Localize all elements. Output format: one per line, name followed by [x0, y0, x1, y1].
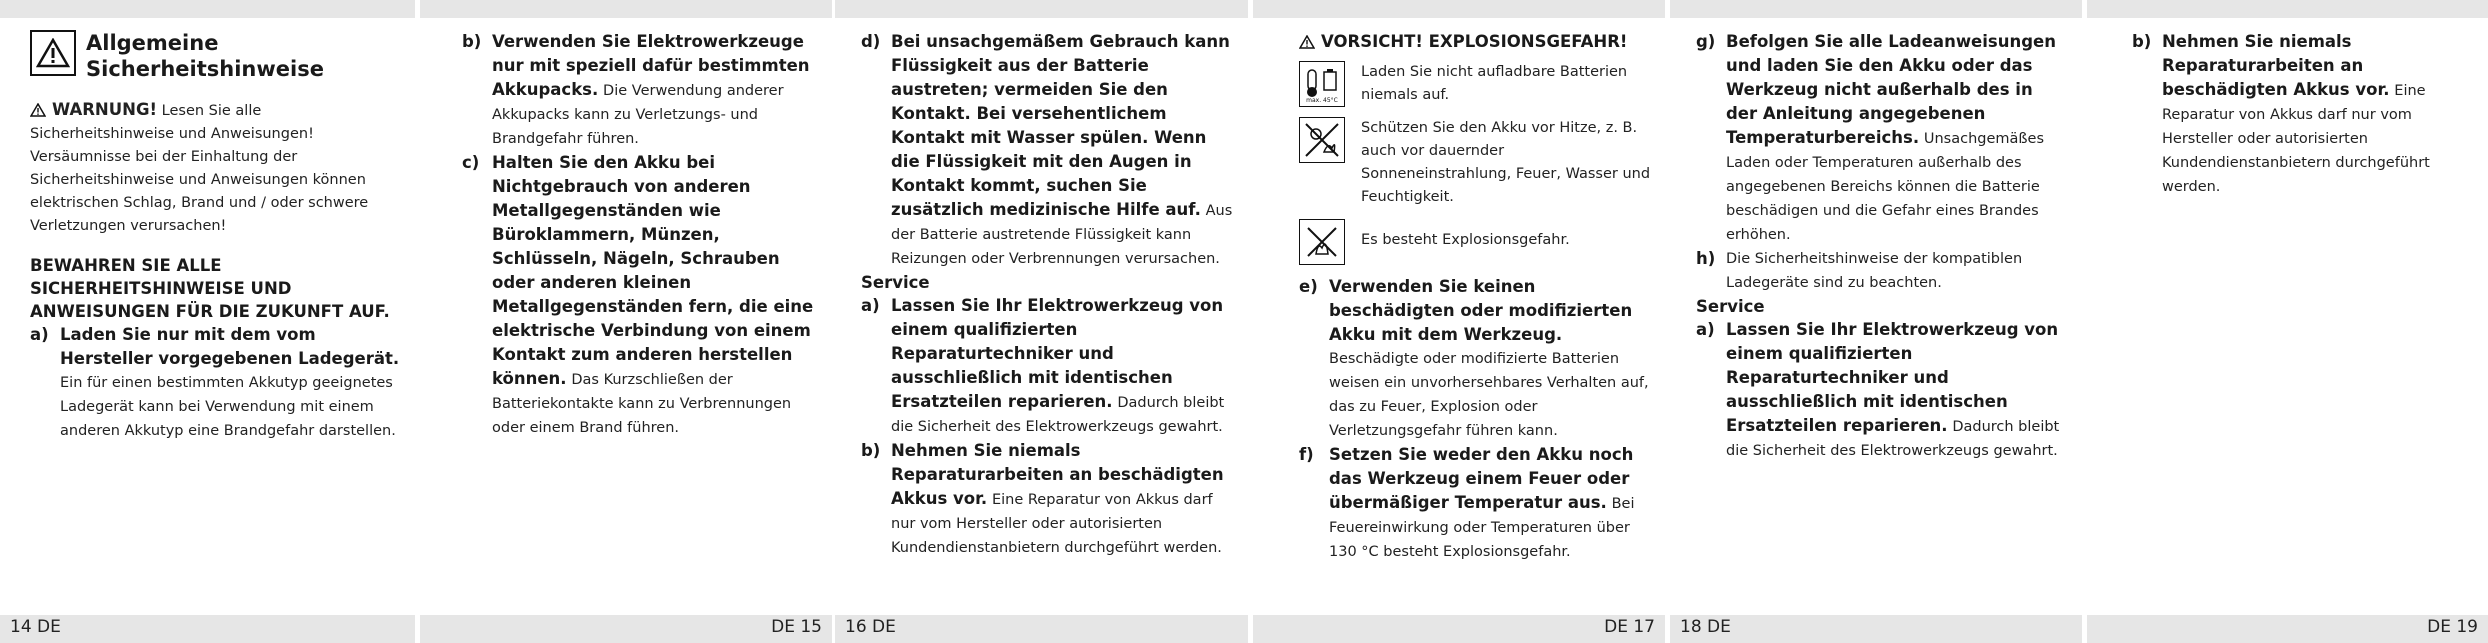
item-bold: Nehmen Sie niemals Reparaturarbeiten an beschädigten Akkus vor. — [891, 441, 1224, 508]
item-text: Die Verwendung anderer Akkupacks kann zu Verletzungs- und Brandgefahr führen. — [492, 83, 784, 147]
symbol-row-1 — [1299, 61, 1653, 107]
page-number: 18 DE — [1680, 617, 1731, 637]
item-label: f) — [1299, 445, 1314, 464]
symbol-text-3: Es besteht Explosionsgefahr. — [1361, 232, 1570, 248]
item-text: Dadurch bleibt die Sicherheit des Elektrowerkzeugs gewahrt. — [891, 395, 1225, 435]
page-number: DE 17 — [1604, 617, 1655, 637]
item-bold: Bei unsachgemäßem Gebrauch kann Flüssigkeit aus der Batterie austreten; vermeiden Sie den Kontakt. Bei versehentlichem Kontakt mit Wasser spülen. Wenn die Flüssigkeit mit den Augen in Kontakt kommt, suchen Sie zusätzlich medizinische Hilfe auf. — [891, 32, 1230, 219]
list-item-f — [1299, 443, 1653, 564]
page-17 — [1253, 0, 1665, 643]
title-line-2: Sicherheitshinweise — [86, 57, 324, 81]
page-top-bar — [835, 0, 1248, 18]
caution-heading — [1299, 30, 1653, 53]
item-label: b) — [861, 441, 881, 460]
page-bottom-bar — [835, 615, 1248, 643]
page-16 — [835, 0, 1248, 643]
page-19 — [2087, 0, 2488, 643]
item-text: Unsachgemäßes Laden oder Temperaturen außerhalb des angegebenen Bereichs können die Batterie beschädigen und die Gefahr eines Brandes erhöhen. — [1726, 131, 2045, 243]
service-item-a — [861, 294, 1236, 439]
item-label: h) — [1696, 249, 1716, 268]
no-fire-icon — [1299, 219, 1345, 265]
page-number: 16 DE — [845, 617, 896, 637]
caution-label: VORSICHT! EXPLOSIONSGEFAHR! — [1321, 32, 1628, 51]
item-label: c) — [462, 153, 480, 172]
item-text: Eine Reparatur von Akkus darf nur vom Hersteller oder autorisierten Kundendienstanbietern durchgeführt werden. — [891, 492, 1222, 556]
symbol-row-2 — [1299, 117, 1653, 209]
page-top-bar — [420, 0, 832, 18]
item-label: b) — [2132, 32, 2152, 51]
item-label: e) — [1299, 277, 1318, 296]
page-number: DE 15 — [771, 617, 822, 637]
warning-triangle-icon — [30, 103, 46, 117]
page-number: 14 DE — [10, 617, 61, 637]
warning-paragraph — [30, 98, 401, 238]
warning-triangle-icon — [30, 30, 76, 76]
symbol-text-2: Schützen Sie den Akku vor Hitze, z. B. auch vor dauernder Sonneneinstrahlung, Feuer, Wasser und Feuchtigkeit. — [1361, 120, 1651, 205]
temperature-label: max. 45°C — [1306, 97, 1338, 104]
item-text: Das Kurzschließen der Batteriekontakte kann zu Verbrennungen oder einem Brand führen. — [492, 372, 792, 436]
item-bold: Verwenden Sie Elektrowerkzeuge nur mit speziell dafür bestimmten Akkupacks. — [492, 32, 810, 99]
item-text: Die Sicherheitshinweise der kompatiblen Ladegeräte sind zu beachten. — [1726, 251, 2023, 291]
item-bold: Setzen Sie weder den Akku noch das Werkzeug einem Feuer oder übermäßiger Temperatur aus. — [1329, 445, 1634, 512]
service-item-a — [1696, 318, 2068, 463]
item-text: Aus der Batterie austretende Flüssigkeit kann Reizungen oder Verbrennungen verursachen. — [891, 203, 1233, 267]
item-text: Ein für einen bestimmten Akkutyp geeignetes Ladegerät kann bei Verwendung mit einem anderen Akkutyp eine Brandgefahr darstellen. — [60, 375, 396, 439]
no-heat-icon — [1299, 117, 1345, 163]
item-text: Dadurch bleibt die Sicherheit des Elektrowerkzeugs gewahrt. — [1726, 419, 2060, 459]
symbol-text-1: Laden Sie nicht aufladbare Batterien niemals auf. — [1361, 64, 1628, 103]
list-item-b — [462, 30, 820, 151]
service-heading: Service — [1696, 297, 1765, 316]
page-15 — [420, 0, 832, 643]
warning-text: Lesen Sie alle Sicherheitshinweise und Anweisungen! Versäumnisse bei der Einhaltung der Sicherheitshinweise und Anweisungen können elektrischen Schlag, Brand und / oder schwere Verletzungen verursachen! — [30, 103, 369, 234]
item-bold: Halten Sie den Akku bei Nichtgebrauch von anderen Metallgegenständen wie Büroklammern, Münzen, Schlüsseln, Nägeln, Schrauben oder anderen kleinen Metallgegenständen fern, die eine elektrische Verbindung von einem Kontakt zum anderen herstellen können. — [492, 153, 814, 388]
page-number: DE 19 — [2427, 617, 2478, 637]
page-top-bar — [1253, 0, 1665, 18]
item-label: a) — [861, 296, 880, 315]
title-line-1: Allgemeine — [86, 31, 219, 55]
item-bold: Verwenden Sie keinen beschädigten oder modifizierten Akku mit dem Werkzeug. — [1329, 277, 1633, 344]
list-item-d — [861, 30, 1236, 271]
item-label: b) — [462, 32, 482, 51]
list-item-h — [1696, 247, 2068, 295]
page-top-bar — [0, 0, 415, 18]
page-bottom-bar — [0, 615, 415, 643]
page-top-bar — [1670, 0, 2082, 18]
item-label: g) — [1696, 32, 1716, 51]
thermometer-battery-icon — [1299, 61, 1345, 107]
item-bold: Lassen Sie Ihr Elektrowerkzeug von einem qualifizierten Reparaturtechniker und ausschließlich mit identischen Ersatzteilen reparieren. — [891, 296, 1224, 411]
page-18 — [1670, 0, 2082, 643]
keep-instructions: BEWAHREN SIE ALLE SICHERHEITSHINWEISE UND ANWEISUNGEN FÜR DIE ZUKUNFT AUF. — [30, 256, 390, 321]
page-14 — [0, 0, 415, 643]
section-title — [30, 30, 401, 82]
item-bold: Laden Sie nur mit dem vom Hersteller vorgegebenen Ladegerät. — [60, 325, 400, 368]
service-item-b — [861, 439, 1236, 560]
item-text: Eine Reparatur von Akkus darf nur vom Hersteller oder autorisierten Kundendienstanbietern durchgeführt werden. — [2162, 83, 2430, 195]
item-bold: Befolgen Sie alle Ladeanweisungen und laden Sie den Akku oder das Werkzeug nicht außerhalb des in der Anleitung angegebenen Temperaturbereichs. — [1726, 32, 2056, 147]
item-label: d) — [861, 32, 881, 51]
item-text: Bei Feuereinwirkung oder Temperaturen über 130 °C besteht Explosionsgefahr. — [1329, 496, 1635, 560]
symbol-row-3 — [1299, 219, 1653, 265]
list-item-e — [1299, 275, 1653, 443]
item-text: Beschädigte oder modifizierte Batterien weisen ein unvorhersehbares Verhalten auf, das zu Feuer, Explosion oder Verletzungsgefahr führen kann. — [1329, 351, 1649, 439]
service-heading: Service — [861, 273, 930, 292]
page-bottom-bar — [1670, 615, 2082, 643]
page-top-bar — [2087, 0, 2488, 18]
item-bold: Nehmen Sie niemals Reparaturarbeiten an beschädigten Akkus vor. — [2162, 32, 2390, 99]
list-item-b — [2132, 30, 2478, 199]
warning-label: WARNUNG! — [52, 100, 158, 119]
list-item-a — [30, 323, 401, 443]
list-item-c — [462, 151, 820, 440]
item-label: a) — [30, 325, 49, 344]
list-item-g — [1696, 30, 2068, 247]
item-bold: Lassen Sie Ihr Elektrowerkzeug von einem qualifizierten Reparaturtechniker und ausschließlich mit identischen Ersatzteilen reparieren. — [1726, 320, 2059, 435]
warning-triangle-icon — [1299, 35, 1315, 49]
item-label: a) — [1696, 320, 1715, 339]
